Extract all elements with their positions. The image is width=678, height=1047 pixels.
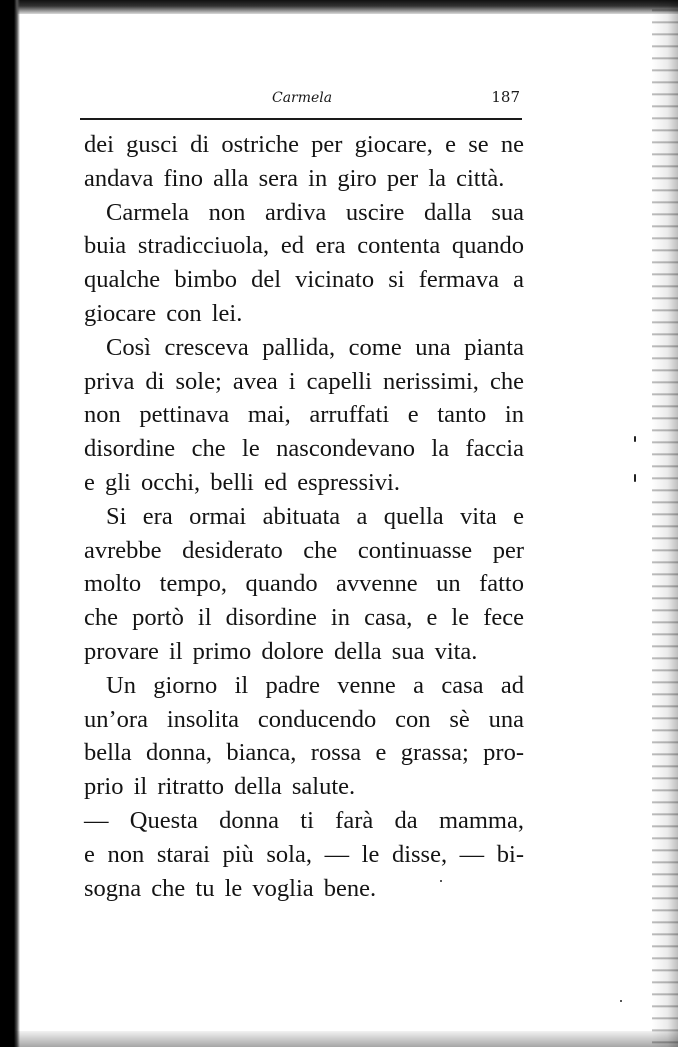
- text-line: Un giorno il padre venne a casa ad: [106, 671, 524, 699]
- text-line: Si era ormai abituata a quella vita e: [106, 502, 524, 530]
- text-line: prio il ritratto della salute.: [84, 773, 356, 801]
- body-text: [84, 128, 524, 905]
- text-line: e gli occhi, belli ed espressivi.: [84, 468, 400, 496]
- scan-edge-right: [652, 0, 678, 1047]
- text-line: priva di sole; avea i capelli nerissimi, che: [84, 367, 524, 395]
- scan-edge-bottom: [0, 1031, 678, 1047]
- scan-edge-top: [0, 0, 678, 14]
- text-line: che portò il disordine in casa, e le fece: [84, 604, 524, 632]
- scan-edge-left: [0, 0, 20, 1047]
- text-line: bella donna, bianca, rossa e grassa; pro-: [84, 739, 524, 767]
- text-line: qualche bimbo del vicinato si fermava a: [84, 266, 524, 294]
- text-line: dei gusci di ostriche per giocare, e se ne: [84, 131, 524, 158]
- text-line: sogna che tu le voglia bene.: [84, 874, 377, 902]
- page-number: 187: [491, 88, 520, 106]
- text-line: Carmela non ardiva uscire dalla sua: [106, 198, 524, 226]
- text-line: non pettinava mai, arruffati e tanto in: [84, 401, 524, 429]
- speck: [440, 880, 442, 882]
- text-line: giocare con lei.: [84, 299, 243, 327]
- text-line: avrebbe desiderato che continuasse per: [84, 536, 524, 564]
- speck: [634, 436, 636, 442]
- speck: [620, 1000, 622, 1002]
- text-line: Così cresceva pallida, come una pianta: [106, 333, 524, 361]
- running-title: Carmela: [272, 90, 333, 106]
- text-line: provare il primo dolore della sua vita.: [84, 637, 478, 665]
- text-line: e non starai più sola, — le disse, — bi-: [84, 840, 524, 868]
- text-line: buia stradicciuola, ed era contenta quando: [84, 232, 524, 260]
- text-line: molto tempo, quando avvenne un fatto: [84, 570, 524, 598]
- text-line: andava fino alla sera in giro per la città.: [84, 164, 505, 192]
- text-line: — Questa donna ti farà da mamma,: [84, 806, 524, 834]
- speck: [634, 474, 636, 482]
- text-line: disordine che le nascondevano la faccia: [84, 435, 524, 463]
- running-head: [80, 86, 522, 114]
- text-line: un’ora insolita conducendo con sè una: [84, 705, 524, 733]
- header-rule: [80, 118, 522, 120]
